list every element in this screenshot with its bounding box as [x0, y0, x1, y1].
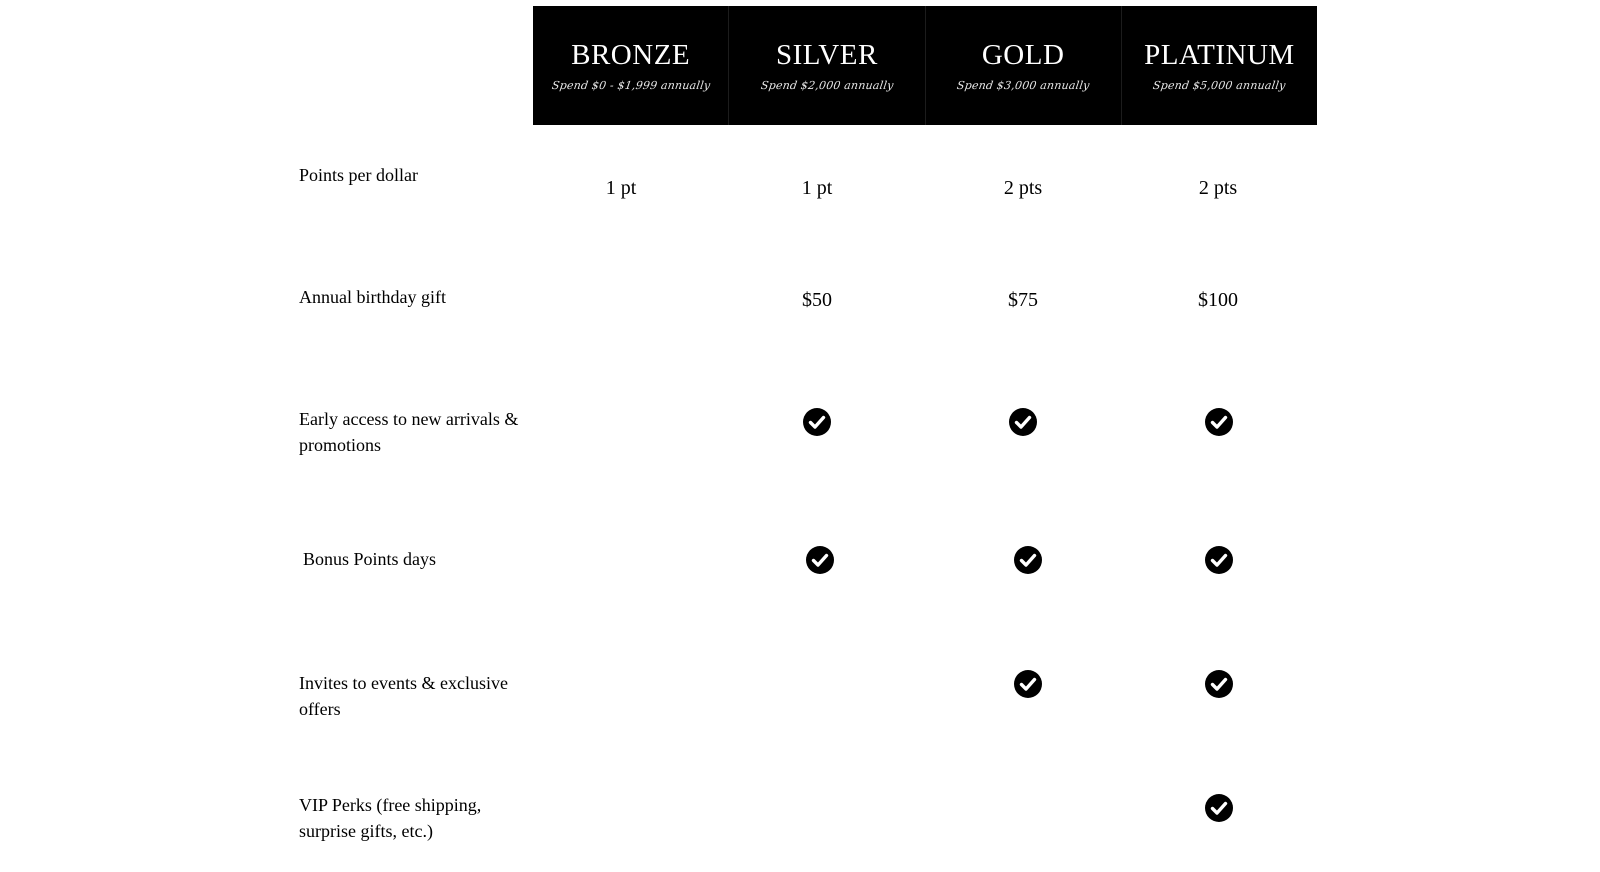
tier-spend: Spend $2,000 annually	[759, 79, 895, 92]
row-label: Invites to events & exclusive offers	[299, 673, 508, 719]
row-label: Early access to new arrivals & promotions	[299, 409, 519, 455]
platinum-value: 2 pts	[1198, 177, 1238, 199]
tier-header	[533, 6, 1317, 125]
check-circle-icon	[1009, 408, 1037, 436]
check-circle-icon	[1205, 546, 1233, 574]
silver-value: 1 pt	[801, 177, 833, 199]
row-label: Bonus Points days	[303, 549, 437, 569]
check-circle-icon	[1014, 546, 1042, 574]
row-label: VIP Perks (free shipping, surprise gifts, etc.)	[299, 795, 482, 841]
silver-value: $50	[802, 289, 832, 311]
gold-value: 2 pts	[1003, 177, 1043, 199]
check-circle-icon	[1014, 670, 1042, 698]
tier-spend: Spend $5,000 annually	[1152, 79, 1287, 92]
tier-spend: Spend $3,000 annually	[955, 79, 1091, 92]
tier-name: SILVER	[775, 39, 878, 71]
check-circle-icon	[1205, 408, 1233, 436]
tier-name: PLATINUM	[1144, 39, 1295, 71]
tier-name: GOLD	[981, 39, 1065, 71]
check-circle-icon	[1205, 794, 1233, 822]
tier-silver	[729, 6, 925, 125]
row-label: Points per dollar	[299, 165, 418, 185]
tier-bronze	[533, 6, 729, 125]
check-circle-icon	[803, 408, 831, 436]
tier-gold	[926, 6, 1122, 125]
check-circle-icon	[806, 546, 834, 574]
tier-spend: Spend $0 - $1,999 annually	[550, 79, 711, 92]
platinum-value: $100	[1198, 289, 1238, 311]
tier-name: BRONZE	[571, 39, 691, 71]
bronze-value: 1 pt	[605, 177, 637, 199]
row-label: Annual birthday gift	[299, 287, 446, 307]
tier-platinum	[1122, 6, 1317, 125]
check-circle-icon	[1205, 670, 1233, 698]
gold-value: $75	[1008, 289, 1038, 311]
